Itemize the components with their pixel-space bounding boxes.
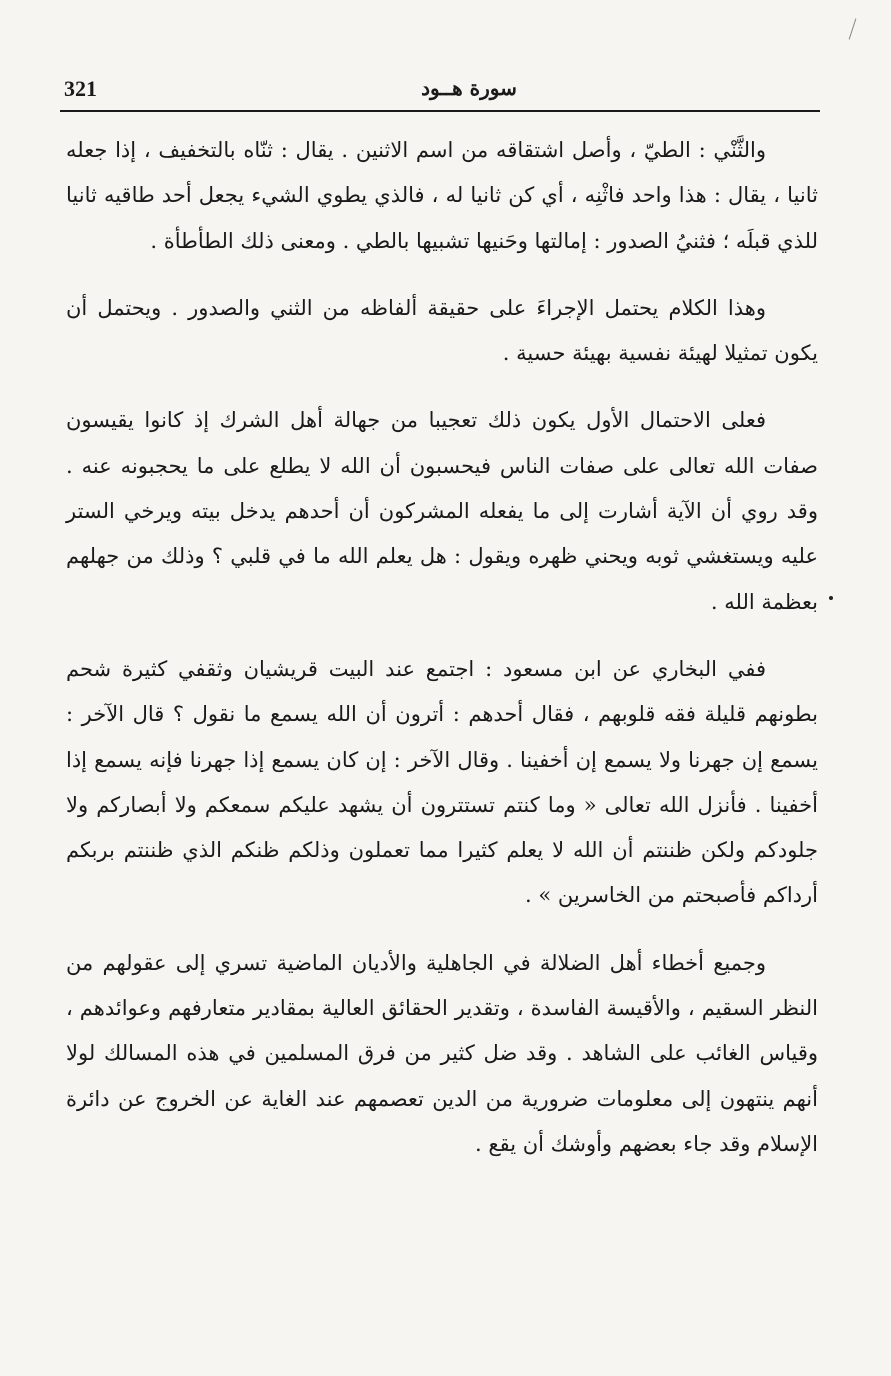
surah-title: سورة هــود	[421, 76, 517, 100]
paragraph-literal-or-figurative: وهذا الكلام يحتمل الإجراءَ على حقيقة ألفاظه من الثني والصدور . ويحتمل أن يكون تمثيلا لهيئة نفسية بهيئة حسية .	[66, 295, 818, 366]
header-divider	[60, 110, 820, 112]
paragraph-thani-definition: والثَّنْي : الطيّ ، وأصل اشتقاقه من اسم الاثنين . يقال : ثنّاه بالتخفيف ، إذا جعله ثانيا ، يقال : هذا واحد فاثْنِه ، أي كن ثانيا له ، فالذي يطوي الشيء يجعل أحد طاقيه ثانيا للذي قبلَه ؛ فثنيُ الصدور : إمالتها وحَنيها تشبيها بالطي . ومعنى ذلك الطأطأة .	[66, 138, 818, 253]
corner-pen-mark	[849, 18, 857, 39]
page-body	[66, 128, 818, 1167]
page-number: 321	[64, 76, 97, 101]
page-header	[64, 76, 820, 104]
paragraph-bukhari-narration: ففي البخاري عن ابن مسعود : اجتمع عند البيت قريشيان وثقفي كثيرة شحم بطونهم قليلة فقه قلوبهم ، فقال أحدهم : أترون أن الله يسمع ما نقول ؟ قال الآخر : يسمع إن جهرنا ولا يسمع إن أخفينا . وقال الآخر : إن كان يسمع إذا جهرنا فإنه يسمع إذا أخفينا . فأنزل الله تعالى « وما كنتم تستترون أن يشهد عليكم سمعكم ولا أبصاركم ولا جلودكم ولكن ظننتم أن الله لا يعلم كثيرا مما تعملون وذلكم ظنكم الذي ظننتم بربكم أرداكم فأصبحتم من الخاسرين » .	[66, 656, 818, 908]
paragraph-first-interpretation: فعلى الاحتمال الأول يكون ذلك تعجيبا من جهالة أهل الشرك إذ كانوا يقيسون صفات الله تعالى على صفات الناس فيحسبون أن الله لا يطلع على ما يحجبونه عنه . وقد روي أن الآية أشارت إلى ما يفعله المشركون أن أحدهم يدخل بيته ويرخي الستر عليه ويستغشي ثوبه ويحني ظهره ويقول : هل يعلم الله ما في قلبي ؟ وذلك من جهلهم بعظمة الله .	[66, 408, 818, 614]
paragraph-errors-of-misguided: وجميع أخطاء أهل الضلالة في الجاهلية والأديان الماضية تسري إلى عقولهم من النظر السقيم ، والأقيسة الفاسدة ، وتقدير الحقائق العالية بمقادير متعارفهم وعوائدهم ، وقياس الغائب على الشاهد . وقد ضل كثير من فرق المسلمين في هذه المسالك لولا أنهم ينتهون إلى معلومات ضرورية من الدين تعصمهم عند الغاية عن الخروج عن دائرة الإسلام وقد جاء بعضهم وأوشك أن يقع .	[66, 950, 818, 1156]
margin-dot	[829, 596, 833, 600]
